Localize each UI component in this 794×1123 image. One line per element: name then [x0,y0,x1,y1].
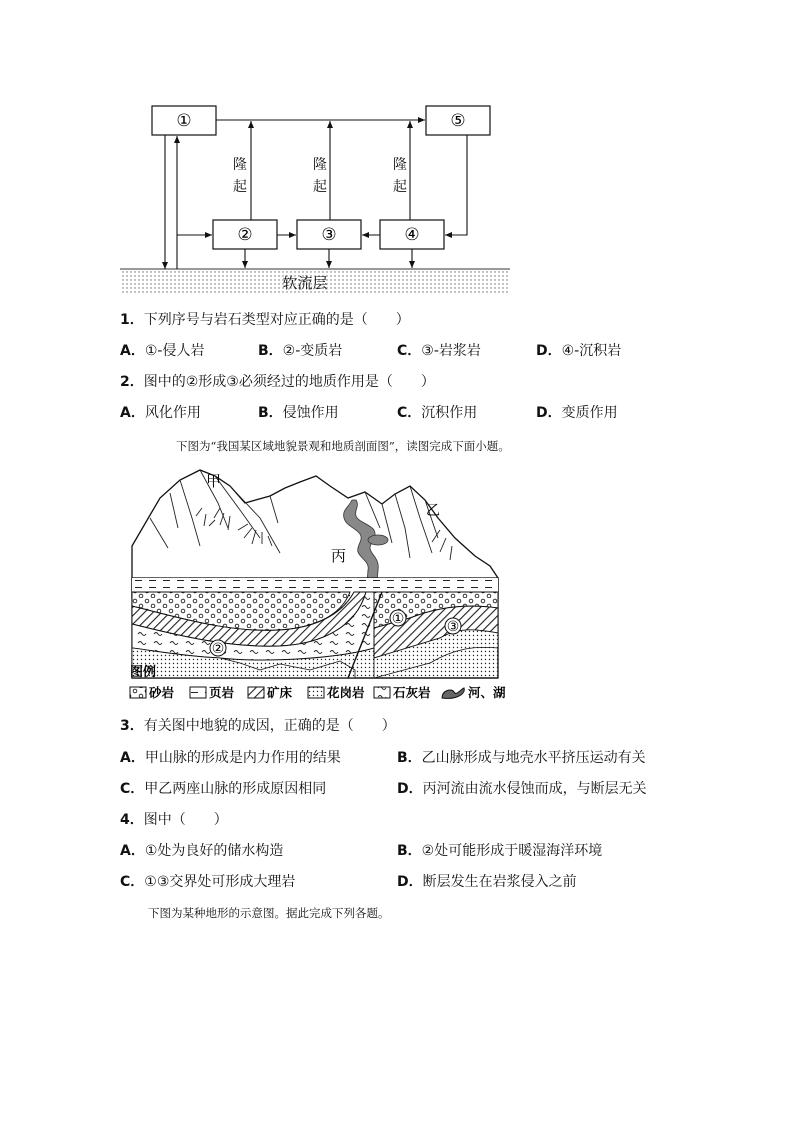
legend-label-ore: 矿床 [267,685,293,700]
legend-swatch-limestone [374,687,390,698]
q3-option-d: D．丙河流由流水侵蚀而成，与断层无关 [397,781,647,797]
q3-option-c: C．甲乙两座山脉的形成原因相同 [120,781,327,797]
q4-option-b: B．②处可能形成于暖湿海洋环境 [397,843,603,859]
box-1-label: ① [176,111,192,131]
question-4-stem [120,811,228,829]
q2-option-c: C．沉积作用 [397,405,478,421]
label-jia: 甲 [206,472,222,490]
uplift-text-2: 隆 [313,157,327,173]
question-3-number: 3． [120,718,144,734]
q4-option-d: D．断层发生在岩浆侵入之前 [397,874,577,890]
uplift-label-3: 隆起 [393,157,407,195]
legend-swatch-granite [308,687,324,698]
q3-option-a: A．甲山脉的形成是内力作用的结果 [120,750,341,766]
question-4-number: 4． [120,812,144,828]
question-3-stem [120,717,396,735]
legend-swatch-shale [190,687,206,698]
box-5-label: ⑤ [450,111,466,131]
q1-option-d: D．④-沉积岩 [536,343,622,359]
rock-cycle-diagram [110,95,520,300]
q1-option-c: C．③-岩浆岩 [397,343,481,359]
question-2-number: 2． [120,374,144,390]
legend-label-sandstone: 砂岩 [149,685,175,700]
legend-label-limestone: 石灰岩 [393,685,431,700]
legend [130,685,506,700]
question-1-number: 1． [120,312,144,328]
q3-option-b: B．乙山脉形成与地壳水平挤压运动有关 [397,750,646,766]
lake [368,535,388,545]
intro-terrain: 下图为某种地形的示意图。据此完成下列各题。 [148,906,390,920]
uplift-label-1: 隆起 [233,157,247,195]
label-n1: ① [391,611,405,627]
question-2-text: 图中的②形成③必须经过的地质作用是（ ） [143,374,435,390]
label-bing: 丙 [331,547,347,565]
legend-label-shale: 页岩 [209,685,235,700]
legend-swatch-sandstone [130,687,146,698]
label-n2: ② [211,641,225,657]
box-4-label: ④ [404,225,420,245]
box-3-label: ③ [321,225,337,245]
legend-label-granite: 花岗岩 [327,685,365,700]
uplift-text-3: 隆 [393,157,407,173]
question-1-text: 下列序号与岩石类型对应正确的是（ ） [143,312,410,328]
landscape-block-diagram [120,458,520,708]
legend-label-river: 河、湖 [468,685,506,700]
uplift-text-1: 隆 [233,157,247,173]
label-yi: 乙 [426,503,440,519]
q4-option-a: A．①处为良好的储水构造 [120,843,284,859]
q2-option-d: D．变质作用 [536,405,618,421]
q1-option-b: B．②-变质岩 [258,343,343,359]
legend-swatch-river [442,688,464,698]
question-2-stem [120,373,435,391]
question-4-text: 图中（ ） [143,812,228,828]
shale-top [132,578,498,592]
q2-option-b: B．侵蚀作用 [258,405,339,421]
question-3-text: 有关图中地貌的成因，正确的是（ ） [143,718,396,734]
q2-option-a: A．风化作用 [120,405,201,421]
intro-landscape: 下图为“我国某区域地貌景观和地质剖面图”，读图完成下面小题。 [176,439,510,453]
asthenosphere-label: 软流层 [282,274,328,292]
legend-title: 图例 [130,665,157,680]
uplift-label-2: 隆起 [313,157,327,195]
box-2-label: ② [237,225,253,245]
q4-option-c: C．①③交界处可形成大理岩 [120,874,296,890]
label-n3: ③ [446,619,460,635]
legend-swatch-ore [248,687,264,698]
q1-option-a: A．①-侵人岩 [120,343,205,359]
question-1-stem [120,311,410,329]
